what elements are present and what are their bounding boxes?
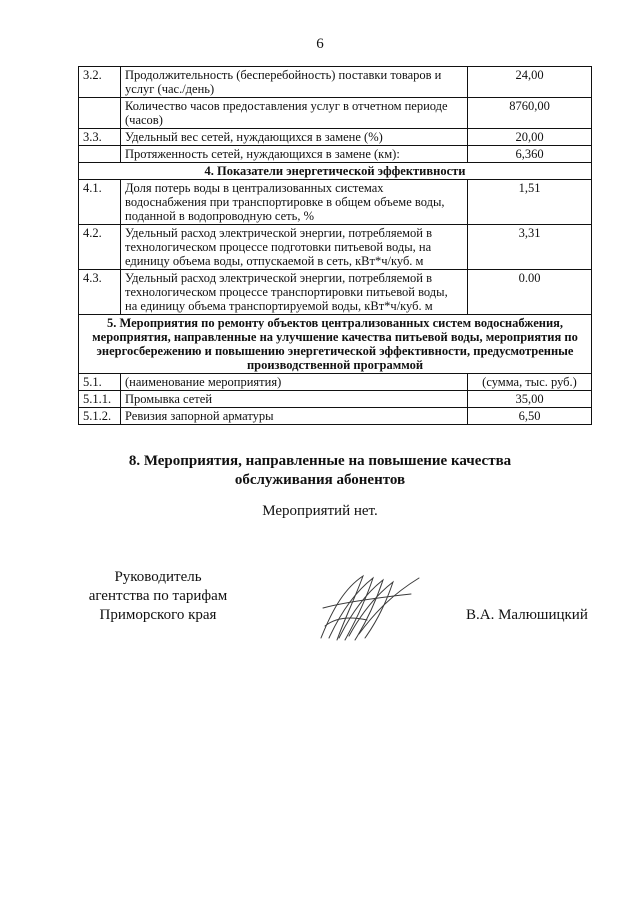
row-number: 4.1. [79, 180, 121, 225]
row-text: Продолжительность (бесперебойность) поставки товаров и услуг (час./день) [121, 67, 468, 98]
table-row [79, 391, 592, 408]
signer-title-line: Руководитель [114, 569, 202, 585]
row-number [79, 146, 121, 163]
row-number [79, 98, 121, 129]
table-row [79, 408, 592, 425]
table-row [79, 67, 592, 98]
row-number: 3.2. [79, 67, 121, 98]
row-value: 8760,00 [468, 98, 592, 129]
row-number: 4.3. [79, 270, 121, 315]
table-row [79, 180, 592, 225]
row-text: (наименование мероприятия) [121, 374, 468, 391]
table-row [79, 98, 592, 129]
table-section-row [79, 163, 592, 180]
row-text: Удельный вес сетей, нуждающихся в замене (%) [121, 129, 468, 146]
page-number: 6 [316, 36, 324, 52]
row-value: (сумма, тыс. руб.) [468, 374, 592, 391]
row-text: Удельный расход электрической энергии, потребляемой в технологическом процессе транспортировки питьевой воды, на единицу объема транспортируемой воды, кВт*ч/куб. м [121, 270, 468, 315]
row-text: Удельный расход электрической энергии, потребляемой в технологическом процессе подготовки питьевой воды, на единицу объема воды, отпускаемой в сеть, кВт*ч/куб. м [121, 225, 468, 270]
table-row [79, 146, 592, 163]
row-number: 4.2. [79, 225, 121, 270]
row-value: 3,31 [468, 225, 592, 270]
row-number: 5.1.1. [79, 391, 121, 408]
section-heading-4: 4. Показатели энергетической эффективности [79, 163, 592, 180]
row-text: Протяженность сетей, нуждающихся в замене (км): [121, 146, 468, 163]
row-value: 20,00 [468, 129, 592, 146]
row-value: 6,360 [468, 146, 592, 163]
table-row [79, 225, 592, 270]
signer-name: В.А. Малюшицкий [466, 607, 588, 623]
section-8-heading-line: обслуживания абонентов [234, 472, 406, 488]
row-number: 5.1.2. [79, 408, 121, 425]
indicators-table [78, 66, 592, 425]
row-number: 3.3. [79, 129, 121, 146]
row-value: 1,51 [468, 180, 592, 225]
row-text: Промывка сетей [121, 391, 468, 408]
section-heading-5: 5. Мероприятия по ремонту объектов централизованных систем водоснабжения, мероприятия, направленные на улучшение качества питьевой воды, мероприятия по энергосбережению и повышению энергетической эффективности, предусмотренные производственной программой [79, 315, 592, 374]
handwritten-signature [315, 568, 425, 646]
row-number: 5.1. [79, 374, 121, 391]
signer-title-line: агентства по тарифам [88, 588, 228, 604]
table-row [79, 129, 592, 146]
no-measures-text: Мероприятий нет. [262, 503, 378, 519]
signer-title-line: Приморского края [99, 607, 217, 623]
table-row [79, 374, 592, 391]
row-value: 0.00 [468, 270, 592, 315]
section-8-heading [0, 452, 640, 490]
row-value: 35,00 [468, 391, 592, 408]
row-text: Ревизия запорной арматуры [121, 408, 468, 425]
table-section-row [79, 315, 592, 374]
signer-title [88, 568, 228, 625]
table-row [79, 270, 592, 315]
row-value: 24,00 [468, 67, 592, 98]
section-8-heading-line: 8. Мероприятия, направленные на повышение качества [128, 453, 512, 469]
row-text: Доля потерь воды в централизованных системах водоснабжения при транспортировке в общем объеме воды, поданной в водопроводную сеть, % [121, 180, 468, 225]
row-text: Количество часов предоставления услуг в отчетном периоде (часов) [121, 98, 468, 129]
row-value: 6,50 [468, 408, 592, 425]
